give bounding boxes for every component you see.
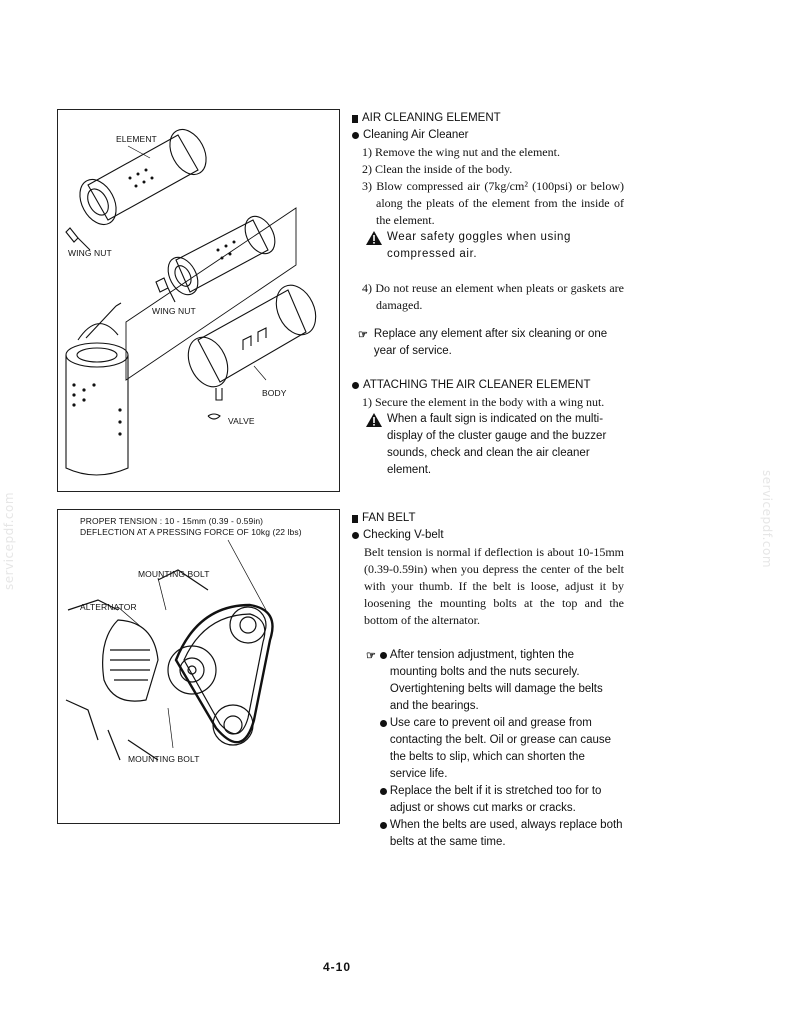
cleaning-air-cleaner-subheading: Cleaning Air Cleaner bbox=[352, 127, 624, 144]
watermark-left: servicepdf.com bbox=[2, 491, 16, 590]
page-number: 4-10 bbox=[323, 960, 352, 974]
pointing-hand-icon: ☞ bbox=[366, 650, 376, 662]
belt-note-4: When the belts are used, always replace both belts at the same time. bbox=[380, 817, 624, 851]
attaching-heading: ATTACHING THE AIR CLEANER ELEMENT bbox=[352, 377, 624, 394]
replace-element-note: ☞ Replace any element after six cleaning or one year of service. bbox=[352, 326, 624, 360]
belt-tension-paragraph: Belt tension is normal if deflection is about 10-15mm (0.39-0.59in) when you depress the center of the belt with your thumb. If the belt is loose, adjust it by loosening the mounting bolts at the top and the bottom of the alternator. bbox=[364, 545, 624, 627]
air-cleaning-step-3: 3) Blow compressed air (7kg/cm² (100psi) or below) along the pleats of the element from the inside of the element. bbox=[362, 179, 624, 227]
round-bullet-icon bbox=[380, 652, 387, 659]
label-mounting-bolt-bottom: MOUNTING BOLT bbox=[128, 754, 200, 764]
attaching-step-1: 1) Secure the element in the body with a wing nut. bbox=[362, 395, 605, 409]
round-bullet-icon bbox=[380, 822, 387, 829]
goggles-warning: Wear safety goggles when using compressed air. bbox=[352, 229, 624, 263]
belt-note-2: Use care to prevent oil and grease from contacting the belt. Oil or grease can cause the belts to slip, which can shorten the service life. bbox=[380, 715, 624, 783]
round-bullet-icon bbox=[380, 720, 387, 727]
round-bullet-icon bbox=[352, 132, 359, 139]
fan-belt-heading: FAN BELT bbox=[352, 510, 624, 527]
checking-v-belt-subheading: Checking V-belt bbox=[352, 527, 624, 544]
label-element: ELEMENT bbox=[116, 134, 157, 144]
air-cleaning-heading: AIR CLEANING ELEMENT bbox=[352, 110, 624, 127]
air-cleaner-illustration bbox=[58, 110, 339, 491]
attaching-section bbox=[352, 377, 624, 479]
label-wing-nut-2: WING NUT bbox=[152, 306, 196, 316]
fan-belt-section bbox=[352, 510, 624, 851]
round-bullet-icon bbox=[352, 532, 359, 539]
belt-note-3: Replace the belt if it is stretched too for to adjust or shows cut marks or cracks. bbox=[380, 783, 624, 817]
round-bullet-icon bbox=[352, 382, 359, 389]
air-cleaning-step-2: 2) Clean the inside of the body. bbox=[362, 162, 513, 176]
label-wing-nut-1: WING NUT bbox=[68, 248, 112, 258]
air-cleaner-figure bbox=[57, 109, 340, 492]
fault-sign-warning: When a fault sign is indicated on the multi-display of the cluster gauge and the buzzer sounds, check and clean the air cleaner element. bbox=[352, 411, 624, 479]
label-alternator: ALTERNATOR bbox=[80, 602, 137, 612]
warning-triangle-icon bbox=[366, 231, 382, 245]
label-mounting-bolt-top: MOUNTING BOLT bbox=[138, 569, 210, 579]
watermark-right: servicepdf.com bbox=[760, 470, 774, 569]
air-cleaning-step-4: 4) Do not reuse an element when pleats or gaskets are damaged. bbox=[362, 281, 624, 312]
label-valve: VALVE bbox=[228, 416, 255, 426]
fan-belt-illustration bbox=[58, 510, 339, 823]
square-bullet-icon bbox=[352, 115, 358, 123]
warning-triangle-icon bbox=[366, 413, 382, 427]
belt-notes bbox=[352, 647, 624, 851]
caption-deflection: DEFLECTION AT A PRESSING FORCE OF 10kg (22 lbs) bbox=[80, 527, 302, 537]
square-bullet-icon bbox=[352, 515, 358, 523]
label-body: BODY bbox=[262, 388, 287, 398]
round-bullet-icon bbox=[380, 788, 387, 795]
pointing-hand-icon: ☞ bbox=[358, 329, 368, 341]
fan-belt-figure bbox=[57, 509, 340, 824]
air-cleaning-step-1: 1) Remove the wing nut and the element. bbox=[362, 145, 560, 159]
air-cleaning-section bbox=[352, 110, 624, 360]
caption-tension: PROPER TENSION : 10 - 15mm (0.39 - 0.59in) bbox=[80, 516, 264, 526]
belt-note-1: After tension adjustment, tighten the mounting bolts and the nuts securely. Overtightening belts will damage the belts and the bearings. bbox=[380, 647, 624, 715]
